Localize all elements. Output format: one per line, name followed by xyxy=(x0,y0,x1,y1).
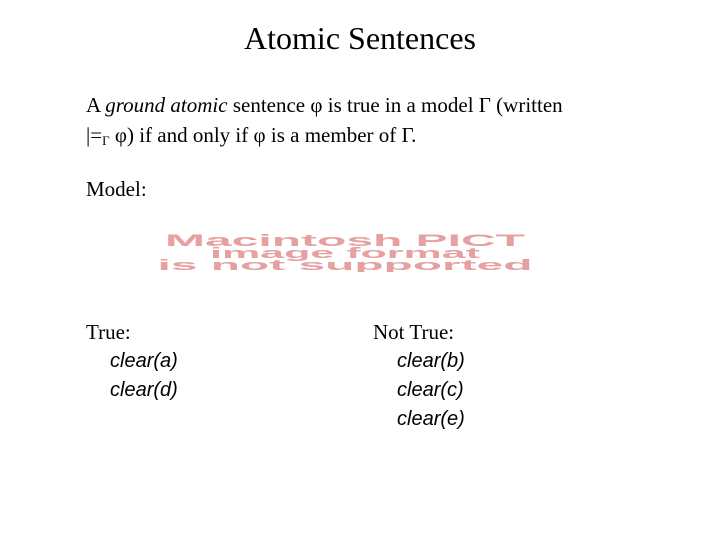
not-true-item: clear(e) xyxy=(397,408,465,430)
true-item: clear(a) xyxy=(110,350,178,372)
pict-line-1: Macintosh PICT xyxy=(165,231,527,250)
true-column xyxy=(86,318,178,405)
not-true-column xyxy=(373,318,465,434)
turnstile-subscript: Γ xyxy=(102,133,110,148)
pict-line-3: is not supported xyxy=(157,257,533,272)
unsupported-image-placeholder xyxy=(155,230,535,272)
not-true-header: Not True: xyxy=(373,320,455,344)
definition-term: ground atomic xyxy=(105,93,228,117)
definition-paragraph xyxy=(86,90,686,156)
not-true-item: clear(c) xyxy=(397,379,464,401)
slide-title: Atomic Sentences xyxy=(244,20,476,56)
turnstile-symbol: |= xyxy=(86,123,103,147)
model-label: Model: xyxy=(86,177,147,201)
pict-line-2: image format xyxy=(210,245,480,262)
definition-text-middle: sentence φ is true in a model Γ (written xyxy=(227,93,563,117)
true-item: clear(d) xyxy=(110,379,178,401)
definition-text-end: φ) if and only if φ is a member of Γ. xyxy=(109,123,417,147)
not-true-item: clear(b) xyxy=(397,350,465,372)
true-header: True: xyxy=(86,320,131,344)
definition-text-start: A xyxy=(86,93,106,117)
